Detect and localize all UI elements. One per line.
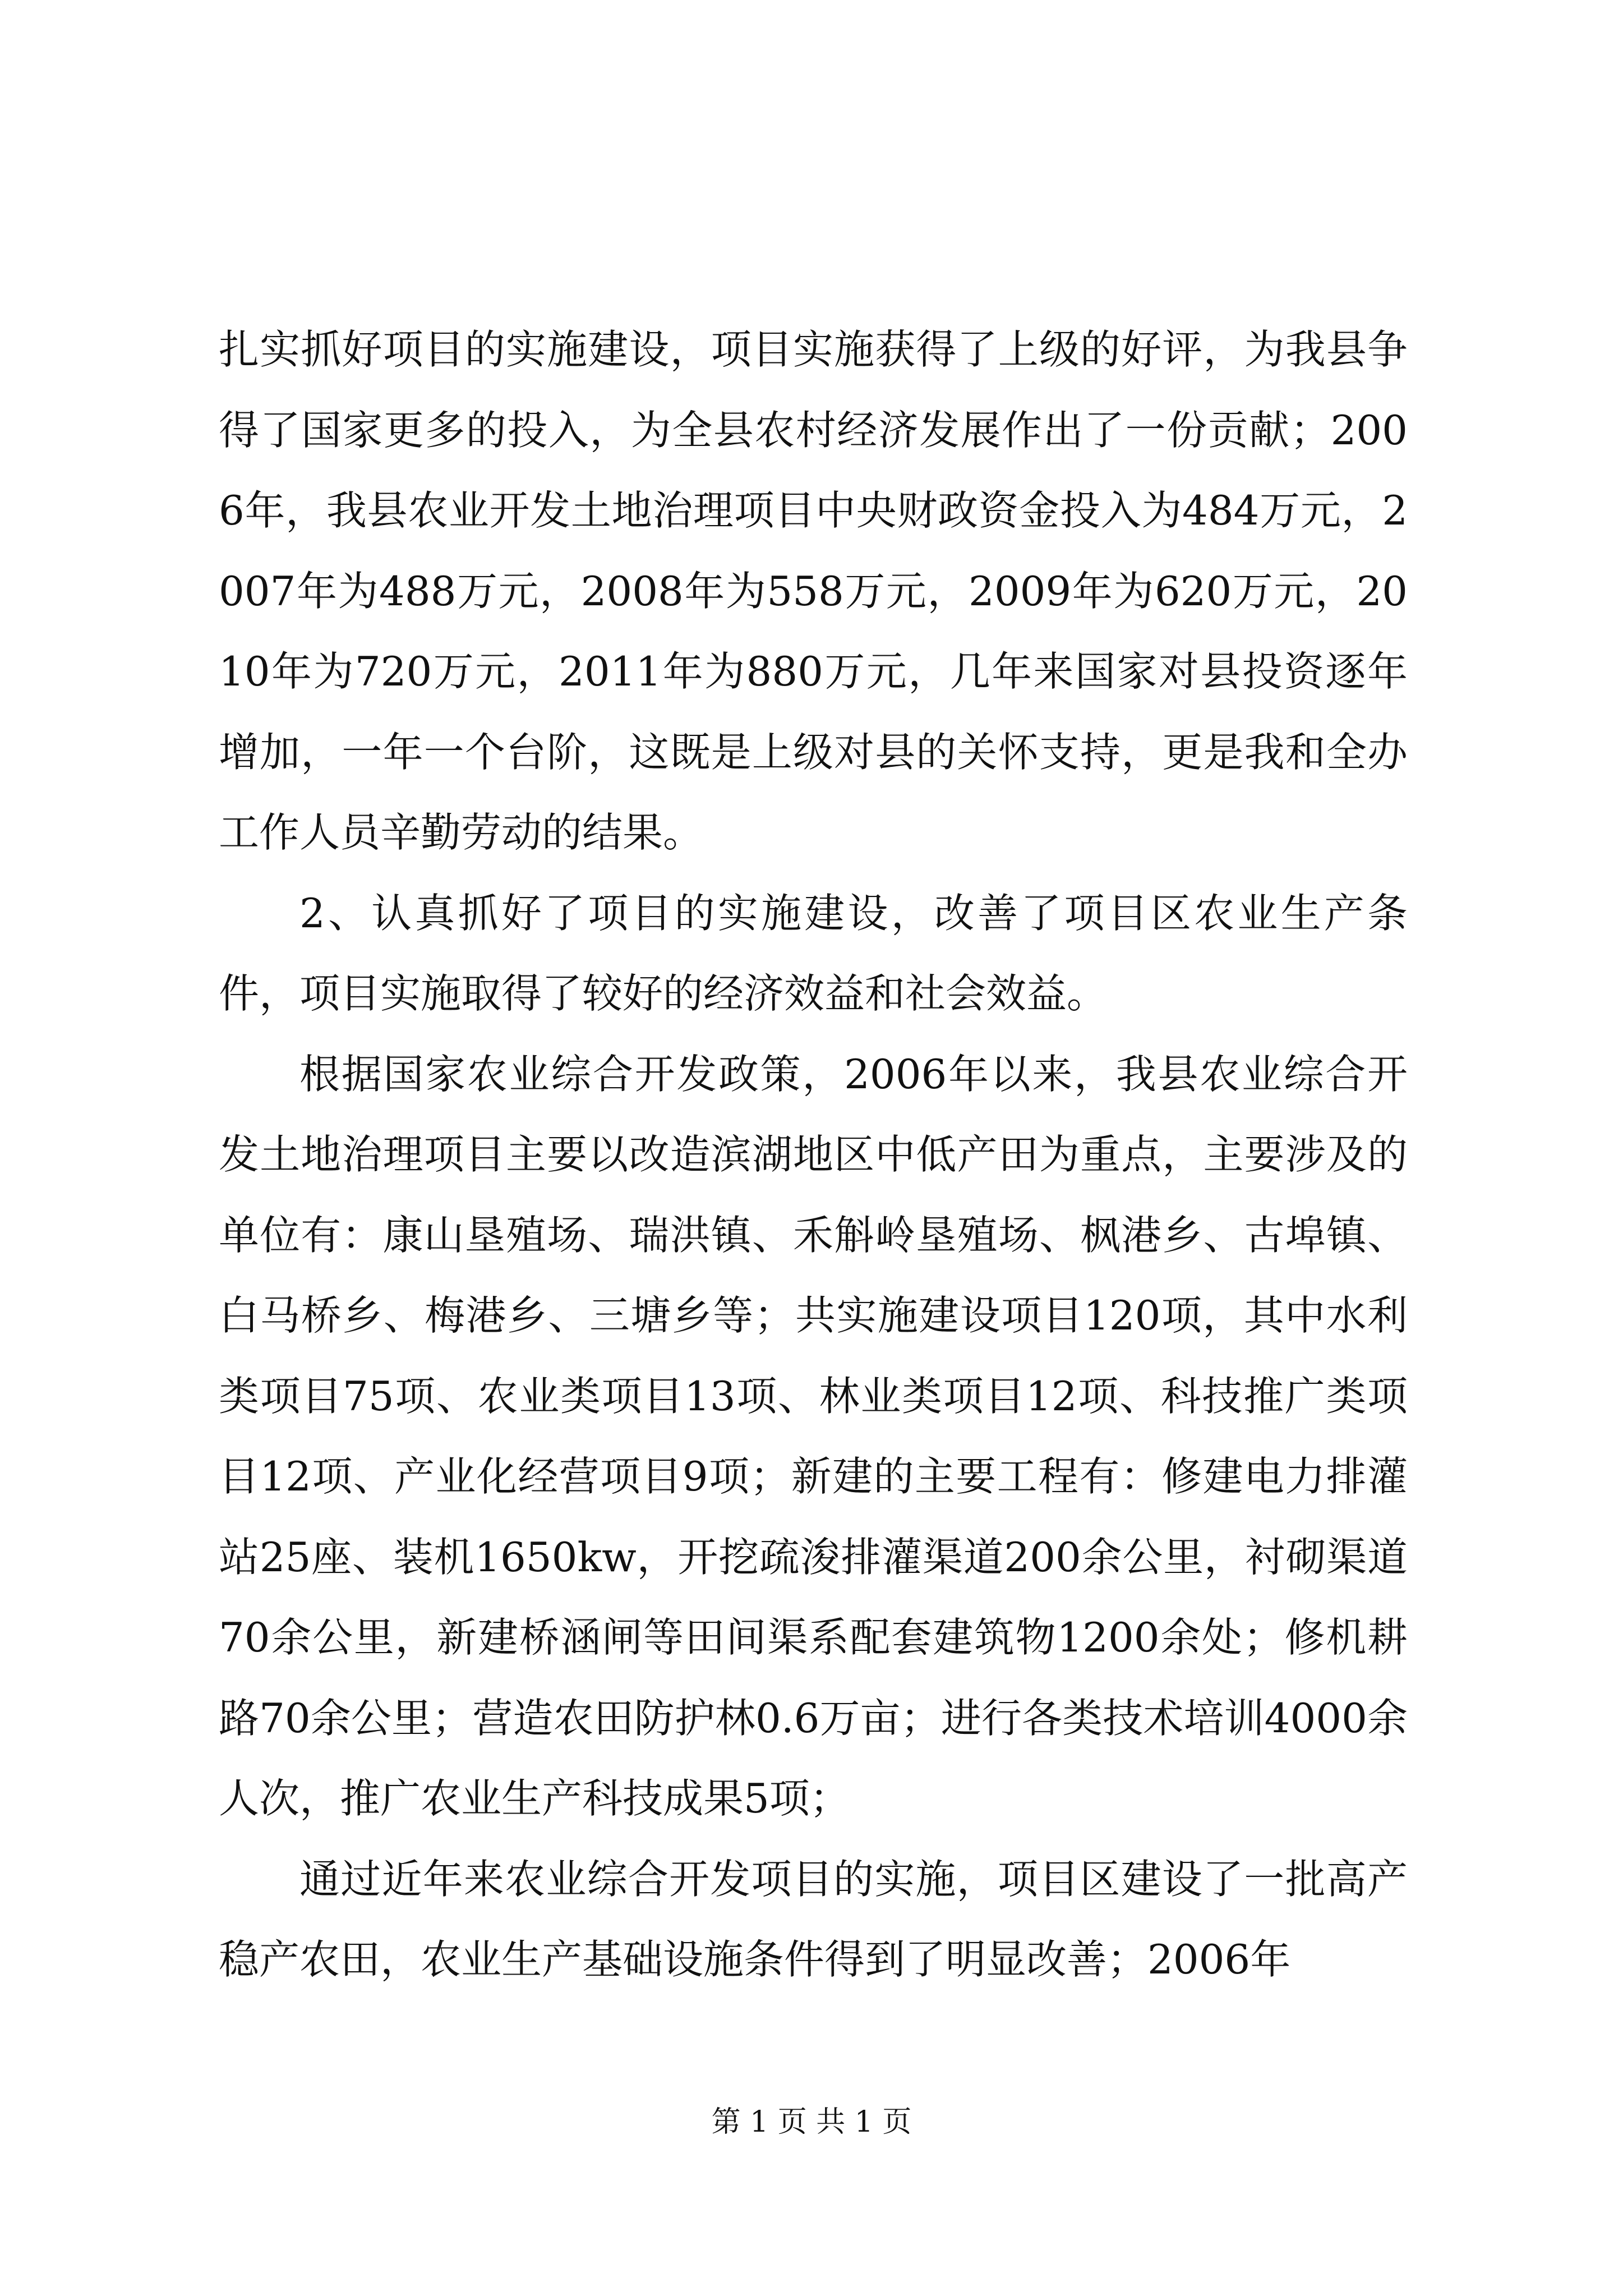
paragraph-2: 2、认真抓好了项目的实施建设，改善了项目区农业生产条件，项目实施取得了较好的经济效益和社会效益。	[219, 889, 1408, 1017]
page-footer: 第 1 页 共 1 页	[711, 2105, 912, 2139]
paragraph-4: 通过近年来农业综合开发项目的实施，项目区建设了一批高产稳产农田，农业生产基础设施条件得到了明显改善；2006年	[219, 1855, 1408, 1983]
paragraph-3: 根据国家农业综合开发政策，2006年以来，我县农业综合开发土地治理项目主要以改造滨湖地区中低产田为重点，主要涉及的单位有：康山垦殖场、瑞洪镇、禾斛岭垦殖场、枫港乡、古埠镇、白马桥乡、梅港乡、三塘乡等；共实施建设项目120项，其中水利类项目75项、农业类项目13项、林业类项目12项、科技推广类项目12项、产业化经营项目9项；新建的主要工程有：修建电力排灌站25座、装机1650kw，开挖疏浚排灌渠道200余公里，衬砌渠道70余公里，新建桥涵闸等田间渠系配套建筑物1200余处；修机耕路70余公里；营造农田防护林0.6万亩；进行各类技术培训4000余人次，推广农业生产科技成果5项；	[219, 1050, 1408, 1822]
document-body	[219, 310, 1408, 2000]
paragraph-1: 扎实抓好项目的实施建设，项目实施获得了上级的好评，为我县争得了国家更多的投入，为全县农村经济发展作出了一份贡献；2006年，我县农业开发土地治理项目中央财政资金投入为484万元，2007年为488万元，2008年为558万元，2009年为620万元，2010年为720万元，2011年为880万元，几年来国家对县投资逐年增加，一年一个台阶，这既是上级对县的关怀支持，更是我和全办工作人员辛勤劳动的结果。	[219, 326, 1408, 856]
